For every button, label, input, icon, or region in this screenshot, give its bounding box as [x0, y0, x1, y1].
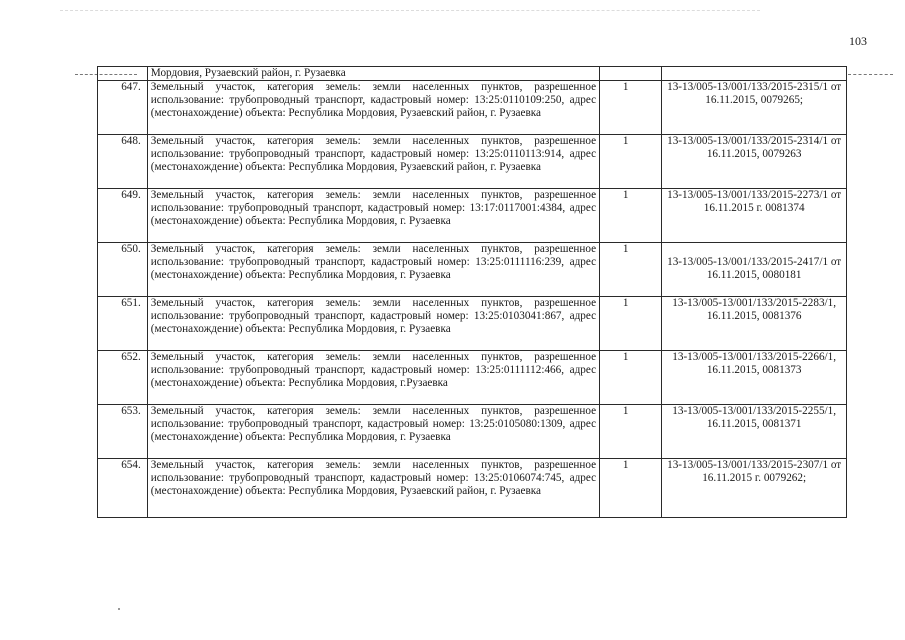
- row-quantity-value: 1: [622, 135, 629, 148]
- cell-description-continuation: Мордовия, Рузаевский район, г. Рузаевка: [147, 67, 599, 81]
- row-number: 649.: [98, 189, 148, 243]
- row-quantity-value: 1: [622, 459, 629, 472]
- property-table: [97, 66, 847, 518]
- row-registration: [662, 135, 847, 189]
- scan-speck: [118, 608, 120, 610]
- cell-num-empty: [98, 67, 148, 81]
- row-registration: [662, 189, 847, 243]
- row-number: 648.: [98, 135, 148, 189]
- row-number: 652.: [98, 351, 148, 405]
- row-description: Земельный участок, категория земель: земли населенных пунктов, разрешенное использование: трубопроводный транспорт, кадастровый номер: 13:25:0111116:239, адрес (местонахождение) объекта: Республика Мордовия, г. Рузаевка: [147, 243, 599, 297]
- row-registration-value: 13-13/005-13/001/133/2015-2315/1 от 16.11.2015, 0079265;: [667, 81, 842, 107]
- row-description: Земельный участок, категория земель: земли населенных пунктов, разрешенное использование: трубопроводный транспорт, кадастровый номер: 13:25:0103041:867, адрес (местонахождение) объекта: Республика Мордовия, г. Рузаевка: [147, 297, 599, 351]
- row-registration-value: 13-13/005-13/001/133/2015-2417/1 от 16.11.2015, 0080181: [667, 256, 842, 282]
- row-number: 651.: [98, 297, 148, 351]
- row-registration-value: 13-13/005-13/001/133/2015-2273/1 от 16.11.2015 г. 0081374: [667, 189, 842, 215]
- cell-registration-empty: [662, 67, 847, 81]
- row-quantity: [600, 405, 662, 459]
- scan-artifact-line: [60, 10, 760, 12]
- row-quantity: [600, 297, 662, 351]
- row-quantity-value: 1: [622, 81, 629, 94]
- row-number: 650.: [98, 243, 148, 297]
- property-table-body: [98, 67, 847, 518]
- row-description: Земельный участок, категория земель: земли населенных пунктов, разрешенное использование: трубопроводный транспорт, кадастровый номер: 13:25:0106074:745, адрес (местонахождение) объекта: Республика Мордовия, Рузаевский район, г. Рузаевка: [147, 459, 599, 518]
- table-row: [98, 297, 847, 351]
- table-row: [98, 81, 847, 135]
- row-registration-value: 13-13/005-13/001/133/2015-2307/1 от 16.11.2015 г. 0079262;: [667, 459, 842, 485]
- row-registration: [662, 351, 847, 405]
- row-number: 653.: [98, 405, 148, 459]
- table-row: [98, 459, 847, 518]
- row-quantity-value: 1: [622, 405, 629, 418]
- row-quantity: [600, 243, 662, 297]
- row-number: 647.: [98, 81, 148, 135]
- row-quantity: [600, 189, 662, 243]
- row-description: Земельный участок, категория земель: земли населенных пунктов, разрешенное использование: трубопроводный транспорт, кадастровый номер: 13:25:0105080:1309, адрес (местонахождение) объекта: Республика Мордовия, г. Рузаевка: [147, 405, 599, 459]
- row-quantity-value: 1: [622, 297, 629, 310]
- row-quantity: [600, 351, 662, 405]
- row-registration-value: 13-13/005-13/001/133/2015-2314/1 от 16.11.2015, 0079263: [667, 135, 842, 161]
- table-row: [98, 135, 847, 189]
- table-row: [98, 189, 847, 243]
- table-row-continuation: [98, 67, 847, 81]
- row-description: Земельный участок, категория земель: земли населенных пунктов, разрешенное использование: трубопроводный транспорт, кадастровый номер: 13:17:0117001:4384, адрес (местонахождение) объекта: Республика Мордовия, г. Рузаевка: [147, 189, 599, 243]
- margin-dash-right: [848, 74, 893, 76]
- row-quantity-value: 1: [622, 243, 629, 256]
- row-quantity: [600, 135, 662, 189]
- row-registration-value: 13-13/005-13/001/133/2015-2266/1, 16.11.2015, 0081373: [672, 351, 837, 377]
- row-quantity-value: 1: [622, 189, 629, 202]
- page-number: 103: [849, 34, 867, 48]
- row-registration: [662, 297, 847, 351]
- table-row: [98, 405, 847, 459]
- table-row: [98, 243, 847, 297]
- row-quantity: [600, 81, 662, 135]
- cell-qty-empty: [600, 67, 662, 81]
- row-registration-value: 13-13/005-13/001/133/2015-2255/1, 16.11.2015, 0081371: [672, 405, 837, 431]
- row-registration: [662, 459, 847, 518]
- row-registration: [662, 405, 847, 459]
- row-registration: [662, 243, 847, 297]
- row-registration: [662, 81, 847, 135]
- row-registration-value: 13-13/005-13/001/133/2015-2283/1, 16.11.2015, 0081376: [672, 297, 837, 323]
- row-quantity: [600, 459, 662, 518]
- row-description: Земельный участок, категория земель: земли населенных пунктов, разрешенное использование: трубопроводный транспорт, кадастровый номер: 13:25:0110113:914, адрес (местонахождение) объекта: Республика Мордовия, Рузаевский район, г. Рузаевка: [147, 135, 599, 189]
- table-row: [98, 351, 847, 405]
- row-description: Земельный участок, категория земель: земли населенных пунктов, разрешенное использование: трубопроводный транспорт, кадастровый номер: 13:25:0111112:466, адрес (местонахождение) объекта: Республика Мордовия, г.Рузаевка: [147, 351, 599, 405]
- row-quantity-value: 1: [622, 351, 629, 364]
- row-number: 654.: [98, 459, 148, 518]
- row-description: Земельный участок, категория земель: земли населенных пунктов, разрешенное использование: трубопроводный транспорт, кадастровый номер: 13:25:0110109:250, адрес (местонахождение) объекта: Республика Мордовия, Рузаевский район, г. Рузаевка: [147, 81, 599, 135]
